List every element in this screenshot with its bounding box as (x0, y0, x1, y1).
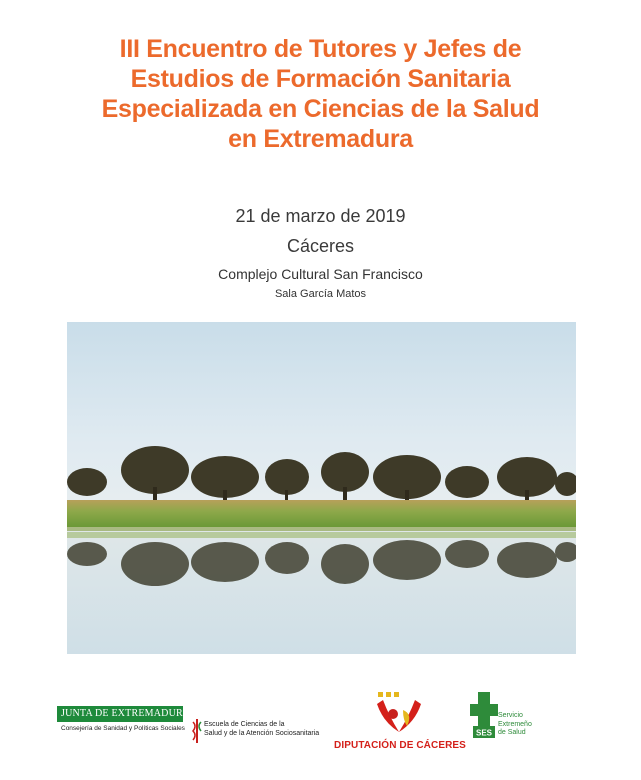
escuela-mark-icon (191, 718, 203, 744)
escuela-line-2: Salud y de la Atención Sociosanitaria (204, 730, 320, 737)
title-line-4: en Extremadura (228, 125, 413, 153)
title-line-1: III Encuentro de Tutores y Jefes de (119, 35, 522, 63)
poster-title (0, 34, 641, 154)
event-venue: Complejo Cultural San Francisco (218, 266, 423, 282)
ses-line-1: Servicio (498, 712, 523, 719)
landscape-photo (67, 322, 576, 654)
ses-line-3: de Salud (498, 729, 526, 736)
title-line-3: Especializada en Ciencias de la Salud (101, 95, 540, 123)
ses-mark-text: SES (475, 728, 493, 738)
sponsor-logos (0, 688, 641, 758)
event-room: Sala García Matos (274, 288, 367, 300)
junta-extremadura-logo (57, 706, 191, 732)
junta-subtitle: Consejería de Sanidad y Políticas Sociales (61, 725, 185, 732)
ses-cross-icon (470, 692, 500, 744)
escuela-logo (191, 718, 331, 746)
diputacion-logo (325, 692, 475, 754)
junta-name: JUNTA DE EXTREMADURA (57, 706, 183, 722)
ses-line-2: Extremeño (498, 720, 532, 728)
diputacion-emblem-icon (373, 692, 425, 736)
title-line-2: Estudios de Formación Sanitaria (130, 65, 511, 93)
escuela-line-1: Escuela de Ciencias de la (204, 721, 285, 728)
event-date: 21 de marzo de 2019 (235, 206, 406, 226)
event-city: Cáceres (286, 236, 355, 256)
diputacion-name: DIPUTACIÓN DE CÁCERES (334, 740, 466, 751)
ses-logo (470, 692, 560, 748)
